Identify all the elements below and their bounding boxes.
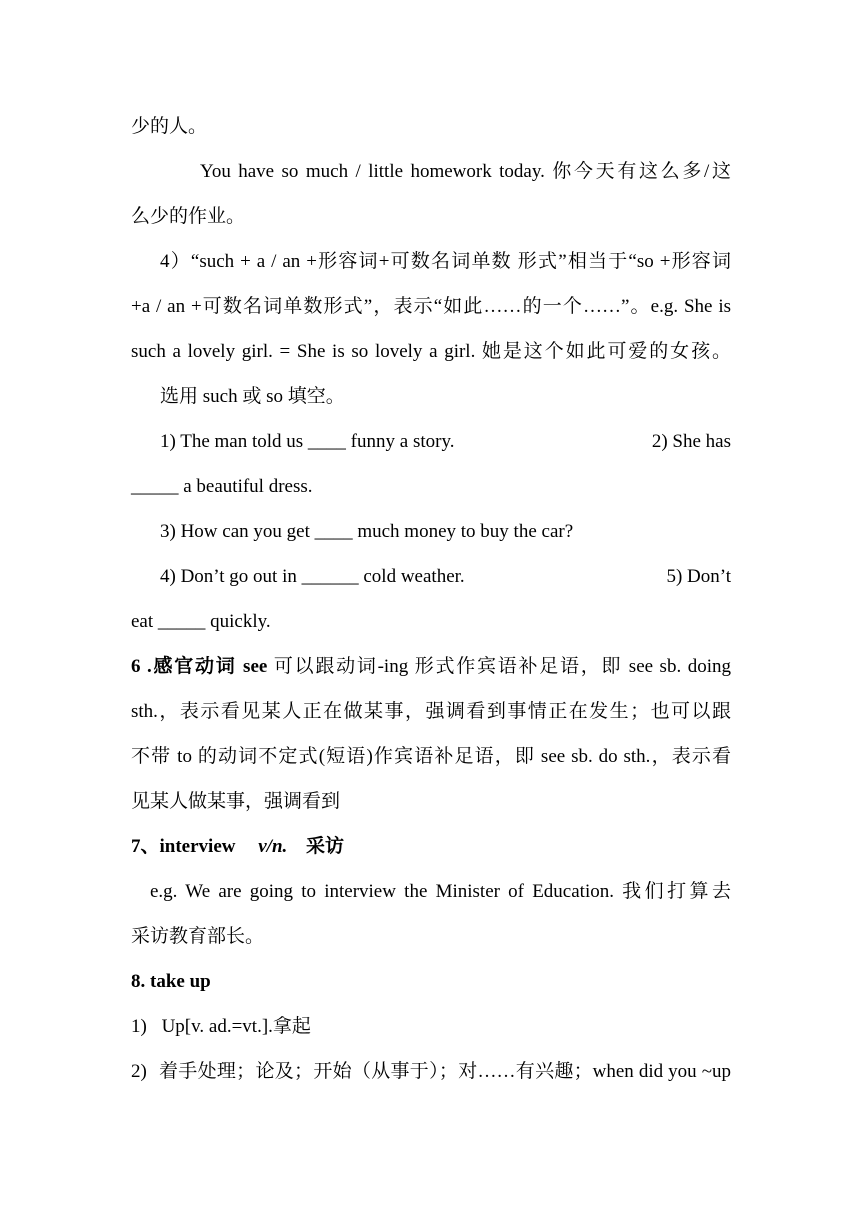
rule-4-example: such a lovely girl. = She is so lovely a girl. 她是这个如此可爱的女孩。 (131, 341, 731, 362)
section-7-translation: 采访教育部长。 (131, 926, 265, 947)
section-7-word: 7、interview (131, 836, 236, 857)
text-line: 少的人。 (131, 116, 208, 137)
section-6-text: 可以跟动词-ing 形式作宾语补足语，即 see sb. doing (267, 656, 731, 677)
section-7-pos: v/n. (258, 836, 288, 857)
exercise-row (160, 429, 731, 455)
section-6-title: 6 .感官动词 see (131, 656, 268, 677)
list-number: 1) (131, 1016, 147, 1037)
section-6-text: 见某人做某事，强调看到 (131, 791, 341, 812)
rule-4-heading: 4）“such + a / an +形容词+可数名词单数 形式”相当于“so +形容词 (160, 251, 731, 272)
list-item (131, 1059, 731, 1085)
section-7-meaning: 采访 (306, 836, 345, 857)
section-6-heading (131, 654, 731, 680)
exercise-item-4: 4) Don’t go out in ______ cold weather. (160, 566, 465, 587)
section-7-example: e.g. We are going to interview the Minister of Education. 我们打算去 (150, 881, 731, 902)
rule-4-text: +a / an +可数名词单数形式”，表示“如此……的一个……”。e.g. She is (131, 296, 731, 317)
text-line: 么少的作业。 (131, 206, 246, 227)
exercise-continuation: eat _____ quickly. (131, 611, 271, 632)
section-6-text: sth.，表示看见某人正在做某事，强调看到事情正在发生；也可以跟 (131, 701, 731, 722)
section-8-heading: 8. take up (131, 971, 211, 992)
exercise-item-1: 1) The man told us ____ funny a story. (160, 431, 455, 452)
section-7-heading (131, 834, 731, 860)
exercise-item-3: 3) How can you get ____ much money to buy the car? (160, 521, 574, 542)
exercise-item-2: 2) She has (651, 431, 731, 452)
list-item (131, 1014, 731, 1040)
section-6-text: 不带 to 的动词不定式(短语)作宾语补足语，即 see sb. do sth.，表示看 (131, 746, 731, 767)
list-text: Up[v. ad.=vt.].拿起 (161, 1016, 311, 1037)
exercise-item-5: 5) Don’t (666, 566, 731, 587)
list-text: 着手处理；论及；开始（从事于）；对……有兴趣；when did you ~up (159, 1061, 731, 1082)
exercise-instruction: 选用 such 或 so 填空。 (160, 386, 345, 407)
list-number: 2) (131, 1061, 147, 1082)
exercise-row (160, 564, 731, 590)
exercise-continuation: _____ a beautiful dress. (131, 476, 313, 497)
example-sentence: You have so much / little homework today. 你今天有这么多/这 (200, 161, 731, 182)
